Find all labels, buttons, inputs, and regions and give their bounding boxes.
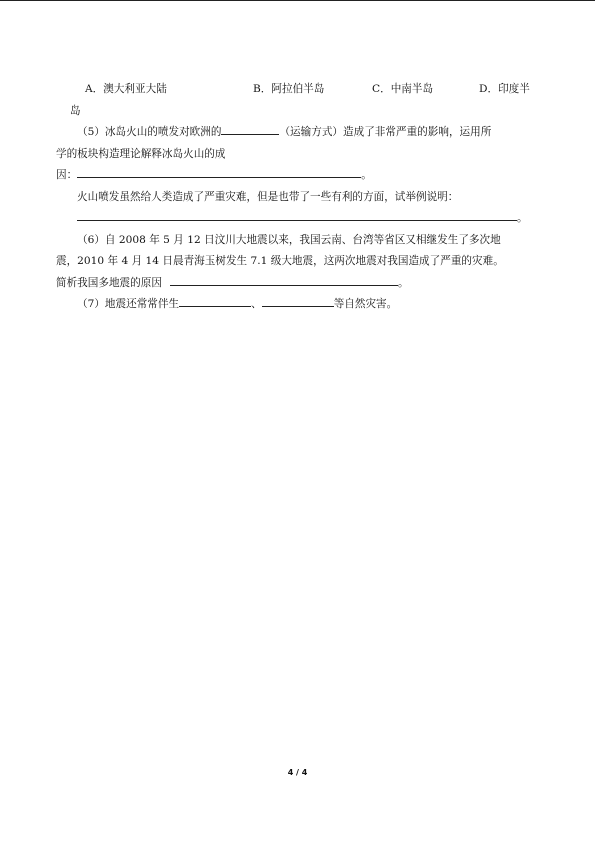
question-6-line-1 (56, 230, 540, 252)
page-number: 4 / 4 (287, 768, 308, 777)
q5-text-line2: 学的板块构造理论解释冰岛火山的成 (56, 147, 226, 160)
question-5-line-5 (56, 208, 540, 230)
question-7 (56, 294, 540, 316)
q7-text: （7）地震还常常伴生 (77, 298, 180, 310)
choice-b: B．阿拉伯半岛 (253, 83, 325, 95)
q5-benefit-period: 。 (517, 212, 528, 224)
q5-benefit-prompt: 火山喷发虽然给人类造成了严重灾难，但是也带了一些有利的方面，试举例说明： (77, 190, 459, 203)
choice-d-wrap (56, 101, 540, 123)
q6-reason-blank[interactable] (170, 274, 398, 286)
q7-text-end: 等自然灾害。 (333, 298, 398, 310)
q6-text-line1: （6）自 2008 年 5 月 12 日汶川大地震以来，我国云南、台湾等省区又相继发生了多次地 (77, 233, 501, 246)
page-top-border (0, 0, 595, 1)
q5-period: 。 (361, 169, 372, 181)
q5-text: （5）冰岛火山的喷发对欧洲的 (77, 126, 222, 138)
multiple-choice-options (56, 79, 540, 101)
q6-reason-label: 简析我国多地震的原因 (56, 276, 162, 289)
q6-text-line2: 震，2010 年 4 月 14 日晨青海玉树发生 7.1 级大地震，这两次地震对我国造成了严重的灾难。 (56, 255, 504, 267)
question-5-line-4 (56, 187, 540, 209)
question-5-line-3 (56, 165, 540, 187)
question-5-line-1 (56, 122, 540, 144)
question-6-line-3 (56, 273, 540, 295)
document-body (56, 79, 540, 316)
q5-transport-blank[interactable] (221, 123, 279, 135)
choice-a: A．澳大利亚大陆 (85, 83, 167, 95)
q7-separator: 、 (251, 298, 262, 310)
q6-period: 。 (397, 276, 409, 289)
q5-cause-label: 因： (56, 169, 78, 181)
choice-c: C．中南半岛 (372, 83, 434, 95)
question-6-line-2 (56, 251, 540, 273)
q5-text-cont: （运输方式）造成了非常严重的影响，运用所 (279, 126, 492, 138)
choice-d-continued: 岛 (70, 104, 81, 117)
q5-cause-blank[interactable] (77, 166, 361, 178)
q7-hazard-blank-1[interactable] (179, 295, 251, 307)
q5-benefit-blank[interactable] (77, 209, 517, 221)
question-5-line-2 (56, 144, 540, 166)
q7-hazard-blank-2[interactable] (262, 295, 334, 307)
choice-d: D．印度半 (479, 83, 530, 95)
